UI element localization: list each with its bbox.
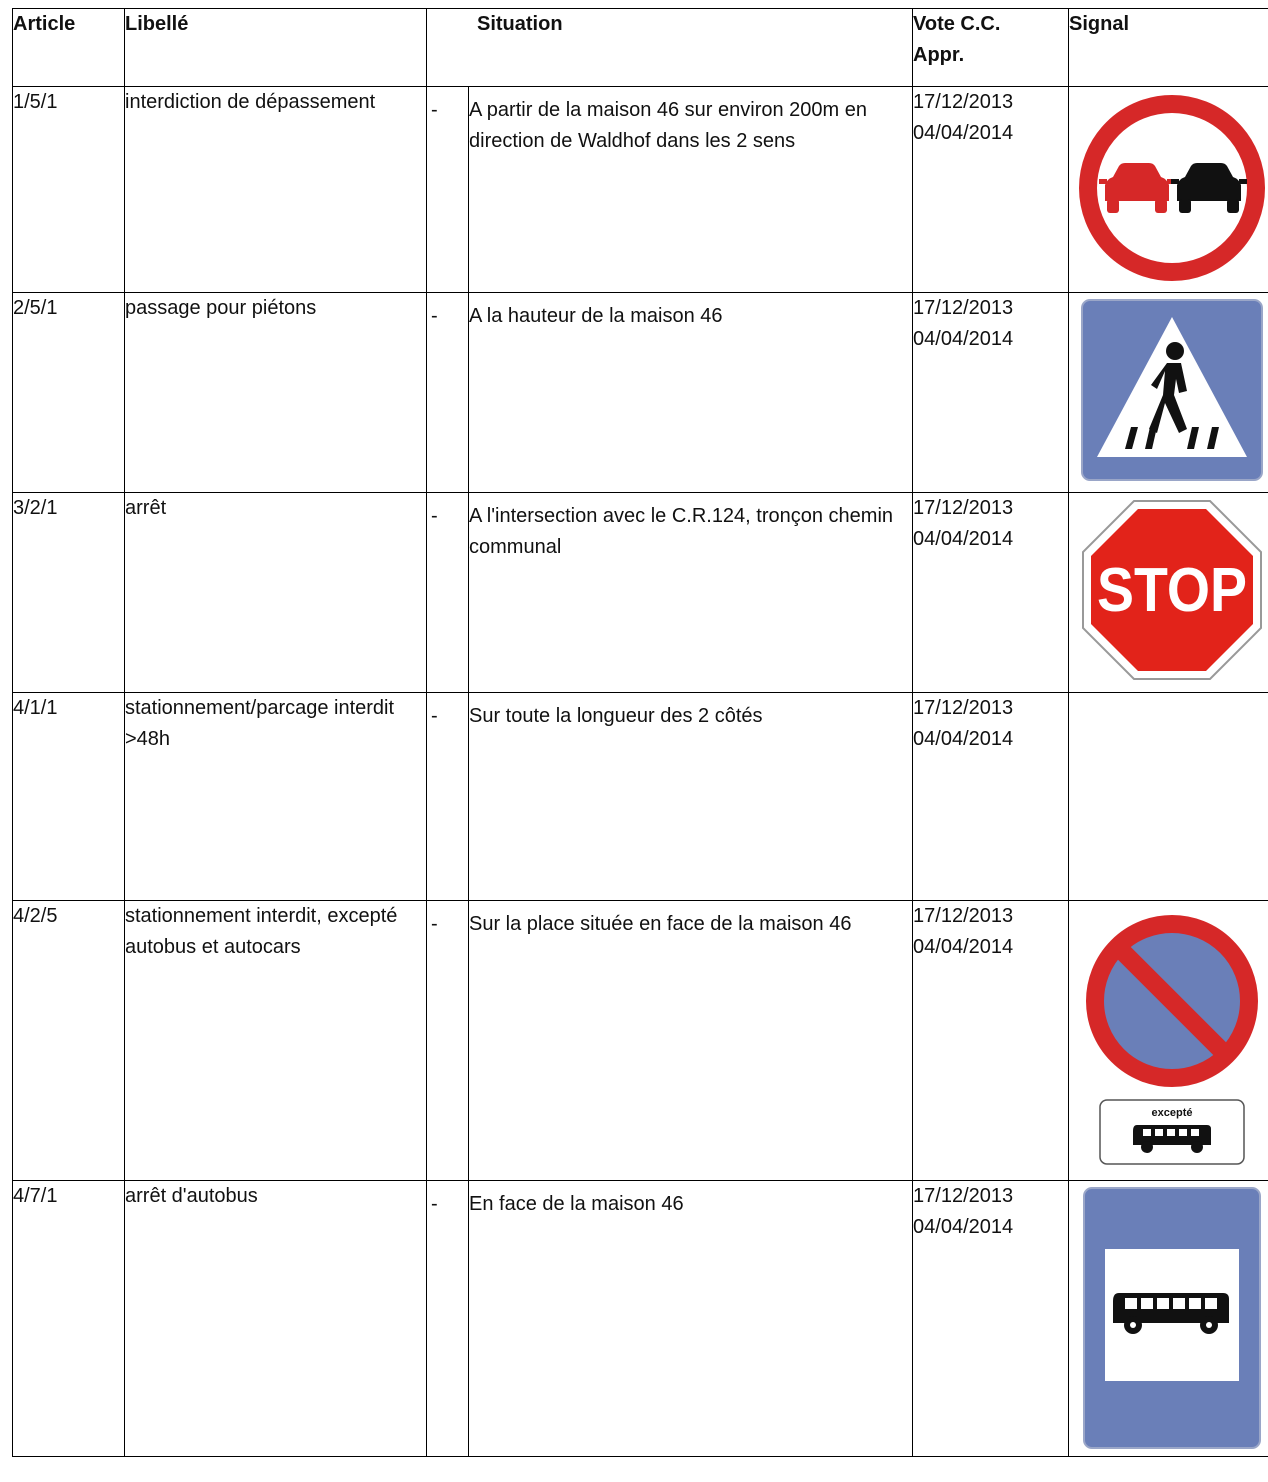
- stop-sign-icon: [1081, 499, 1263, 681]
- vote-cc-date: 17/12/2013: [913, 697, 1014, 719]
- header-situation: Situation: [427, 9, 913, 87]
- libelle-cell: arrêt d'autobus: [125, 1181, 427, 1457]
- bus-stop-sign-icon: [1083, 1187, 1261, 1449]
- article-cell: 1/5/1: [13, 87, 125, 293]
- situation-cell: A la hauteur de la maison 46: [469, 305, 723, 327]
- signal-cell: [1069, 1181, 1268, 1457]
- appr-date: 04/04/2014: [913, 728, 1014, 750]
- vote-cell: [913, 1181, 1069, 1457]
- article-cell: 2/5/1: [13, 293, 125, 493]
- dash-mark: -: [431, 705, 438, 727]
- appr-date: 04/04/2014: [913, 936, 1014, 958]
- vote-cc-date: 17/12/2013: [913, 1185, 1014, 1207]
- header-vote-line2: Appr.: [913, 44, 965, 66]
- regulations-table: [12, 8, 1268, 1457]
- except-bus-plate-icon: [1099, 1099, 1245, 1165]
- situation-cell: Sur la place située en face de la maison 46: [469, 913, 852, 935]
- header-signal: Signal: [1069, 9, 1268, 87]
- vote-cc-date: 17/12/2013: [913, 497, 1014, 519]
- table-row: [13, 693, 1268, 901]
- stop-sign-text: STOP: [1096, 556, 1247, 625]
- table-row: [13, 901, 1268, 1181]
- no-overtaking-sign-icon: [1077, 93, 1267, 283]
- vote-cell: [913, 293, 1069, 493]
- except-plate-text: excepté: [1151, 1107, 1193, 1119]
- table-row: [13, 293, 1268, 493]
- article-cell: 4/1/1: [13, 693, 125, 901]
- situation-cell: A partir de la maison 46 sur environ 200m en direction de Waldhof dans les 2 sens: [469, 99, 867, 152]
- vote-cc-date: 17/12/2013: [913, 905, 1014, 927]
- libelle-cell: interdiction de dépassement: [125, 87, 427, 293]
- header-vote: [913, 9, 1069, 87]
- article-cell: 4/7/1: [13, 1181, 125, 1457]
- vote-cc-date: 17/12/2013: [913, 297, 1014, 319]
- libelle-cell: arrêt: [125, 493, 427, 693]
- vote-cell: [913, 901, 1069, 1181]
- header-vote-line1: Vote C.C.: [913, 13, 1001, 35]
- signal-cell: [1069, 293, 1268, 493]
- article-cell: 4/2/5: [13, 901, 125, 1181]
- situation-cell: Sur toute la longueur des 2 côtés: [469, 705, 763, 727]
- situation-cell: En face de la maison 46: [469, 1193, 684, 1215]
- dash-mark: -: [431, 913, 438, 935]
- pedestrian-crossing-sign-icon: [1081, 299, 1263, 481]
- dash-mark: -: [431, 1193, 438, 1215]
- appr-date: 04/04/2014: [913, 122, 1014, 144]
- appr-date: 04/04/2014: [913, 528, 1014, 550]
- appr-date: 04/04/2014: [913, 328, 1014, 350]
- libelle-cell: stationnement/parcage interdit >48h: [125, 693, 427, 901]
- table-row: [13, 87, 1268, 293]
- appr-date: 04/04/2014: [913, 1216, 1014, 1238]
- vote-cell: [913, 493, 1069, 693]
- signal-cell: [1069, 87, 1268, 293]
- signal-cell: [1069, 901, 1268, 1181]
- no-parking-sign-icon: [1084, 913, 1260, 1089]
- header-article: Article: [13, 9, 125, 87]
- table-row: [13, 493, 1268, 693]
- signal-cell: [1069, 693, 1268, 901]
- vote-cell: [913, 87, 1069, 293]
- situation-cell: A l'intersection avec le C.R.124, tronçon chemin communal: [469, 505, 894, 558]
- signal-cell: [1069, 493, 1268, 693]
- libelle-cell: stationnement interdit, excepté autobus et autocars: [125, 901, 427, 1181]
- dash-mark: -: [431, 305, 438, 327]
- dash-mark: -: [431, 505, 438, 527]
- vote-cell: [913, 693, 1069, 901]
- table-header-row: [13, 9, 1268, 87]
- dash-mark: -: [431, 99, 438, 121]
- vote-cc-date: 17/12/2013: [913, 91, 1014, 113]
- table-row: [13, 1181, 1268, 1457]
- article-cell: 3/2/1: [13, 493, 125, 693]
- header-libelle: Libellé: [125, 9, 427, 87]
- libelle-cell: passage pour piétons: [125, 293, 427, 493]
